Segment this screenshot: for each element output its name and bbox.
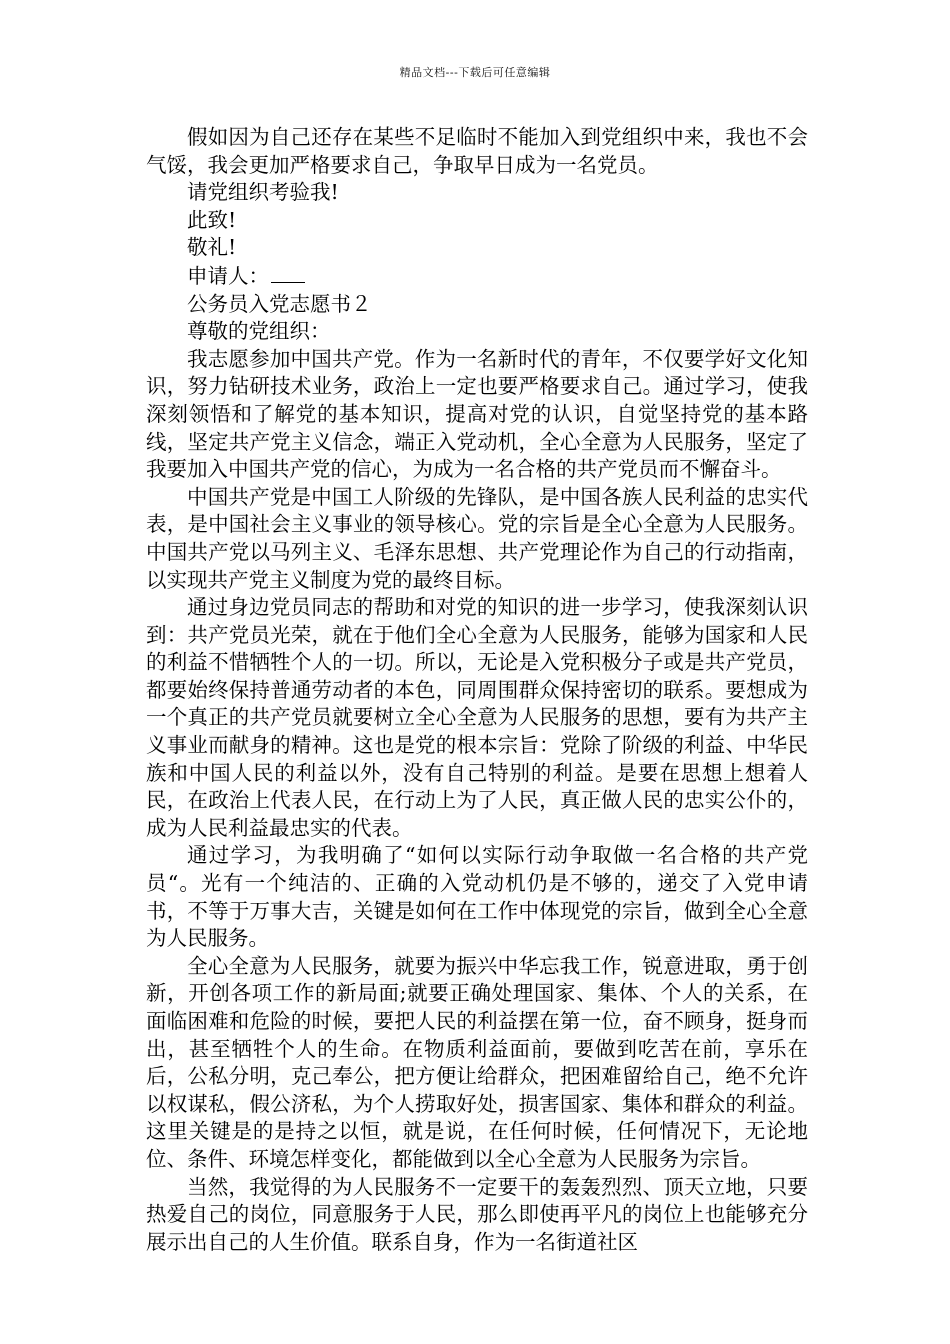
- document-body: [146, 124, 808, 1256]
- section-title: 公务员入党志愿书２: [187, 291, 372, 316]
- paragraph: 中国共产党是中国工人阶级的先锋队，是中国各族人民利益的忠实代表，是中国社会主义事业的领导核心。党的宗旨是全心全意为人民服务。中国共产党以马列主义、毛泽东思想、共产党理论作为自己的行动指南，以实现共产党主义制度为党的最终目标。: [146, 484, 808, 592]
- paragraph: 当然，我觉得的为人民服务不一定要干的轰轰烈烈、顶天立地，只要热爱自己的岗位，同意服务于人民，那么即使再平凡的岗位上也能够充分展示出自己的人生价值。联系自身，作为一名街道社区: [146, 1174, 808, 1254]
- salutation: 尊敬的党组织：: [187, 319, 331, 344]
- page-header: 精品文档---下载后可任意编辑: [399, 66, 551, 79]
- signature-blank: [271, 262, 305, 283]
- paragraph: 全心全意为人民服务，就要为振兴中华忘我工作，锐意进取，勇于创新，开创各项工作的新局面;就要正确处理国家、集体、个人的关系，在面临困难和危险的时候，要把人民的利益摆在第一位，奋不顾身，挺身而出，甚至牺牲个人的生命。在物质利益面前，要做到吃苦在前，享乐在后，公私分明，克己奉公，把方便让给群众，把困难留给自己，绝不允许以权谋私，假公济私，为个人捞取好处，损害国家、集体和群众的利益。这里关键是的是持之以恒，就是说，在任何时候，任何情况下，无论地位、条件、环境怎样变化，都能做到以全心全意为人民服务为宗旨。: [146, 953, 808, 1171]
- paragraph: 通过学习，为我明确了“如何以实际行动争取做一名合格的共产党员“。光有一个纯洁的、正确的入党动机仍是不够的，递交了入党申请书，不等于万事大吉，关键是如何在工作中体现党的宗旨，做到全心全意为人民服务。: [146, 843, 808, 951]
- applicant-line: [146, 262, 808, 291]
- closing-line: 此致!: [187, 207, 237, 232]
- applicant-label: 申请人：: [187, 263, 269, 288]
- paragraph: 通过身边党员同志的帮助和对党的知识的进一步学习，使我深刻认识到：共产党员光荣，就在于他们全心全意为人民服务，能够为国家和人民的利益不惜牺牲个人的一切。所以，无论是入党积极分子或是共产党员，都要始终保持普通劳动者的本色，同周围群众保持密切的联系。要想成为一个真正的共产党员就要树立全心全意为人民服务的思想，要有为共产主义事业而献身的精神。这也是党的根本宗旨：党除了阶级的利益、中华民族和中国人民的利益以外，没有自己特别的利益。是要在思想上想着人民，在政治上代表人民，在行动上为了人民，真正做人民的忠实公仆的，成为人民利益最忠实的代表。: [146, 595, 808, 840]
- closing-line: 敬礼!: [187, 235, 237, 260]
- paragraph: 假如因为自己还存在某些不足临时不能加入到党组织中来，我也不会气馁，我会更加严格要求自己，争取早日成为一名党员。: [146, 125, 808, 177]
- paragraph: 我志愿参加中国共产党。作为一名新时代的青年，不仅要学好文化知识，努力钻研技术业务，政治上一定也要严格要求自己。通过学习，使我深刻领悟和了解党的基本知识，提高对党的认识，自觉坚持党的基本路线，坚定共产党主义信念，端正入党动机，全心全意为人民服务，坚定了我要加入中国共产党的信心，为成为一名合格的共产党员而不懈奋斗。: [146, 346, 808, 482]
- closing-line: 请党组织考验我!: [187, 180, 339, 205]
